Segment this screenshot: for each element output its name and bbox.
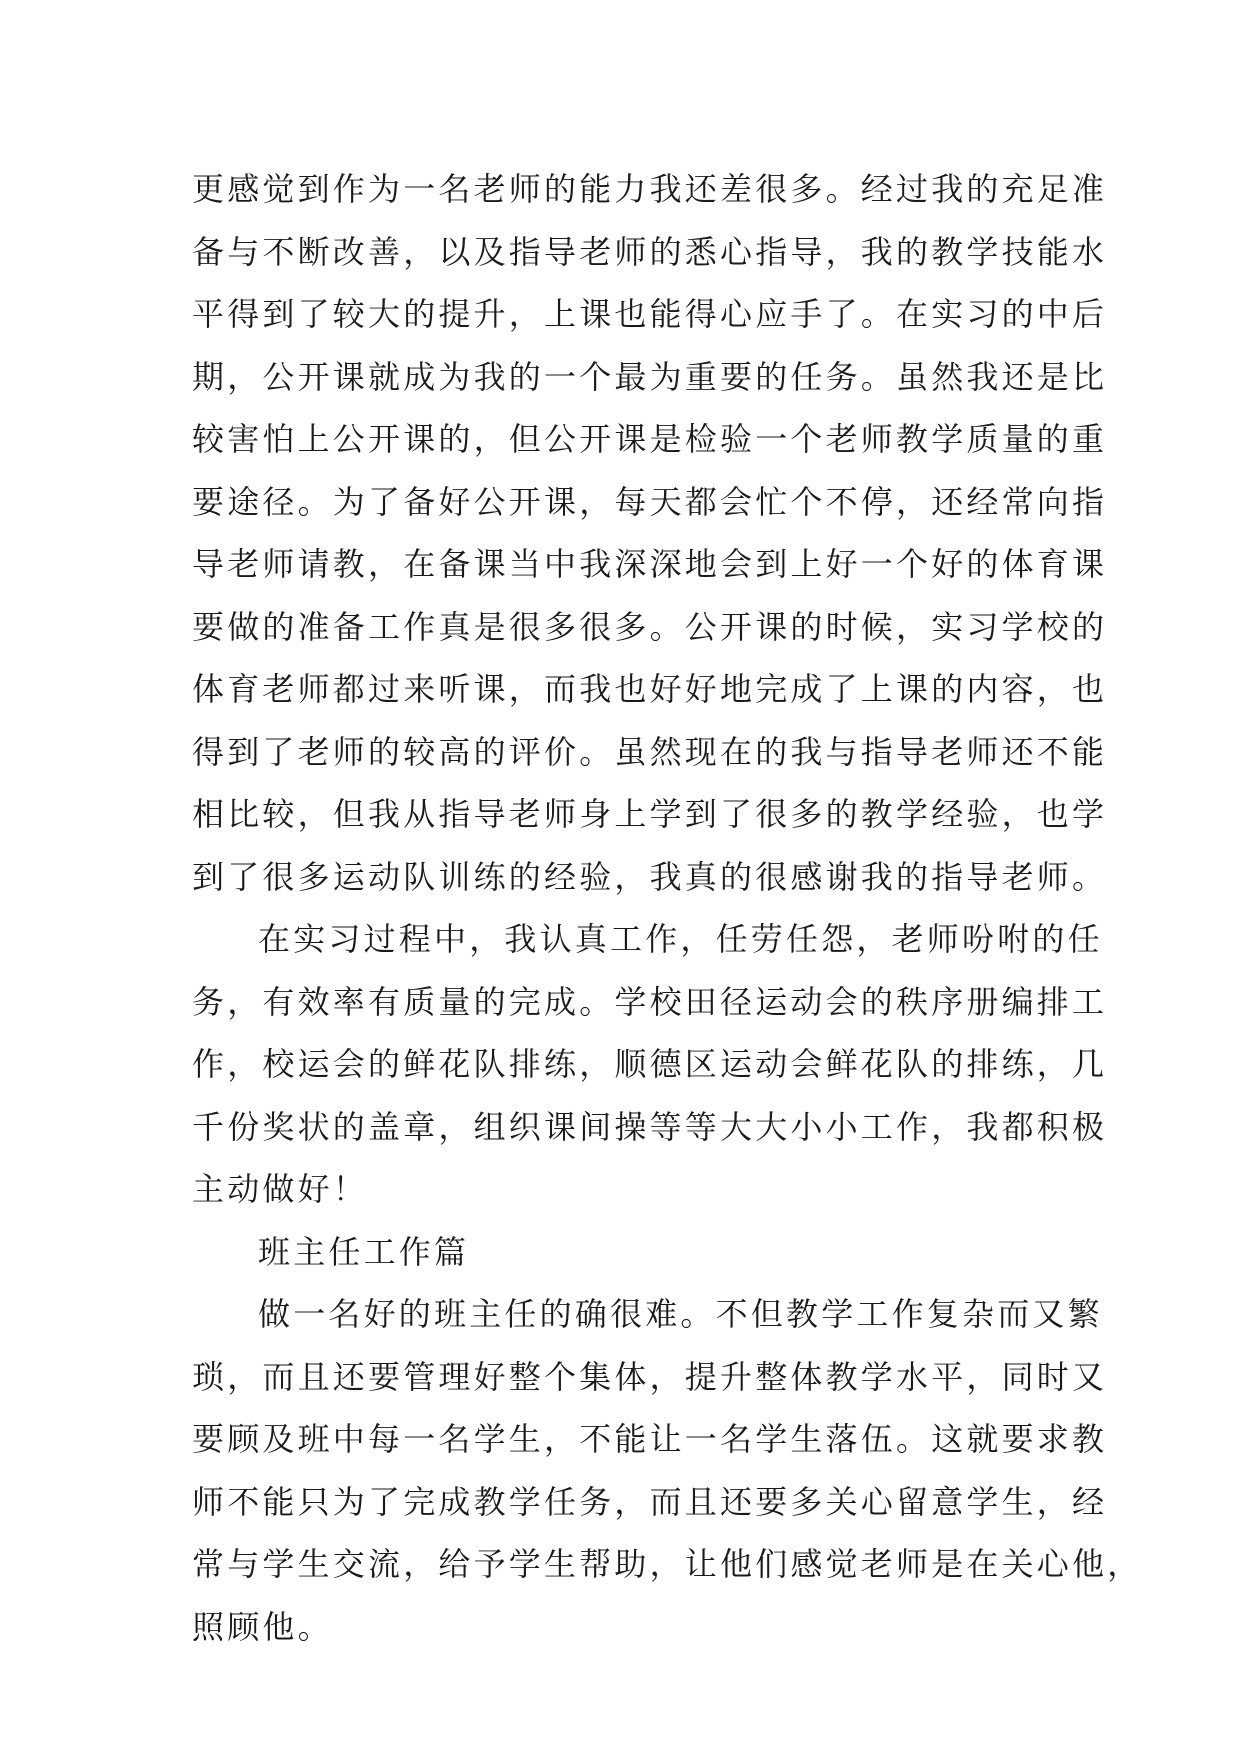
text-line: 到了很多运动队训练的经验，我真的很感谢我的指导老师。 bbox=[192, 857, 1108, 896]
text-line: 务，有效率有质量的完成。学校田径运动会的秩序册编排工 bbox=[192, 982, 1108, 1021]
text-line: 琐，而且还要管理好整个集体，提升整体教学水平，同时又 bbox=[192, 1357, 1108, 1396]
text-line: 主动做好！ bbox=[192, 1170, 369, 1208]
text-line: 平得到了较大的提升，上课也能得心应手了。在实习的中后 bbox=[192, 295, 1108, 333]
text-line: 相比较，但我从指导老师身上学到了很多的教学经验，也学 bbox=[192, 795, 1108, 833]
text-line: 要途径。为了备好公开课，每天都会忙个不停，还经常向指 bbox=[192, 482, 1108, 521]
paragraph-start-line: 做一名好的班主任的确很难。不但教学工作复杂而又繁 bbox=[258, 1295, 1103, 1333]
text-line: 常与学生交流，给予学生帮助，让他们感觉老师是在关心他， bbox=[192, 1545, 1143, 1583]
text-line: 期，公开课就成为我的一个最为重要的任务。虽然我还是比 bbox=[192, 357, 1108, 396]
text-line: 更感觉到作为一名老师的能力我还差很多。经过我的充足准 bbox=[192, 170, 1108, 208]
text-line: 照顾他。 bbox=[192, 1607, 333, 1646]
text-line: 备与不断改善，以及指导老师的悉心指导，我的教学技能水 bbox=[192, 232, 1108, 271]
text-line: 体育老师都过来听课，而我也好好地完成了上课的内容，也 bbox=[192, 670, 1108, 708]
text-line: 要做的准备工作真是很多很多。公开课的时候，实习学校的 bbox=[192, 607, 1108, 646]
text-line: 师不能只为了完成教学任务，而且还要多关心留意学生，经 bbox=[192, 1482, 1108, 1521]
document-body bbox=[192, 158, 1143, 1658]
text-line: 千份奖状的盖章，组织课间操等等大大小小工作，我都积极 bbox=[192, 1107, 1108, 1146]
text-line: 较害怕上公开课的，但公开课是检验一个老师教学质量的重 bbox=[192, 420, 1108, 458]
paragraph-start-line: 在实习过程中，我认真工作，任劳任怨，老师吩咐的任 bbox=[258, 920, 1103, 958]
text-line: 导老师请教，在备课当中我深深地会到上好一个好的体育课 bbox=[192, 545, 1108, 583]
section-heading: 班主任工作篇 bbox=[258, 1232, 470, 1271]
text-line: 得到了老师的较高的评价。虽然现在的我与指导老师还不能 bbox=[192, 732, 1108, 771]
text-line: 作，校运会的鲜花队排练，顺德区运动会鲜花队的排练，几 bbox=[192, 1045, 1108, 1083]
text-line: 要顾及班中每一名学生，不能让一名学生落伍。这就要求教 bbox=[192, 1420, 1108, 1458]
